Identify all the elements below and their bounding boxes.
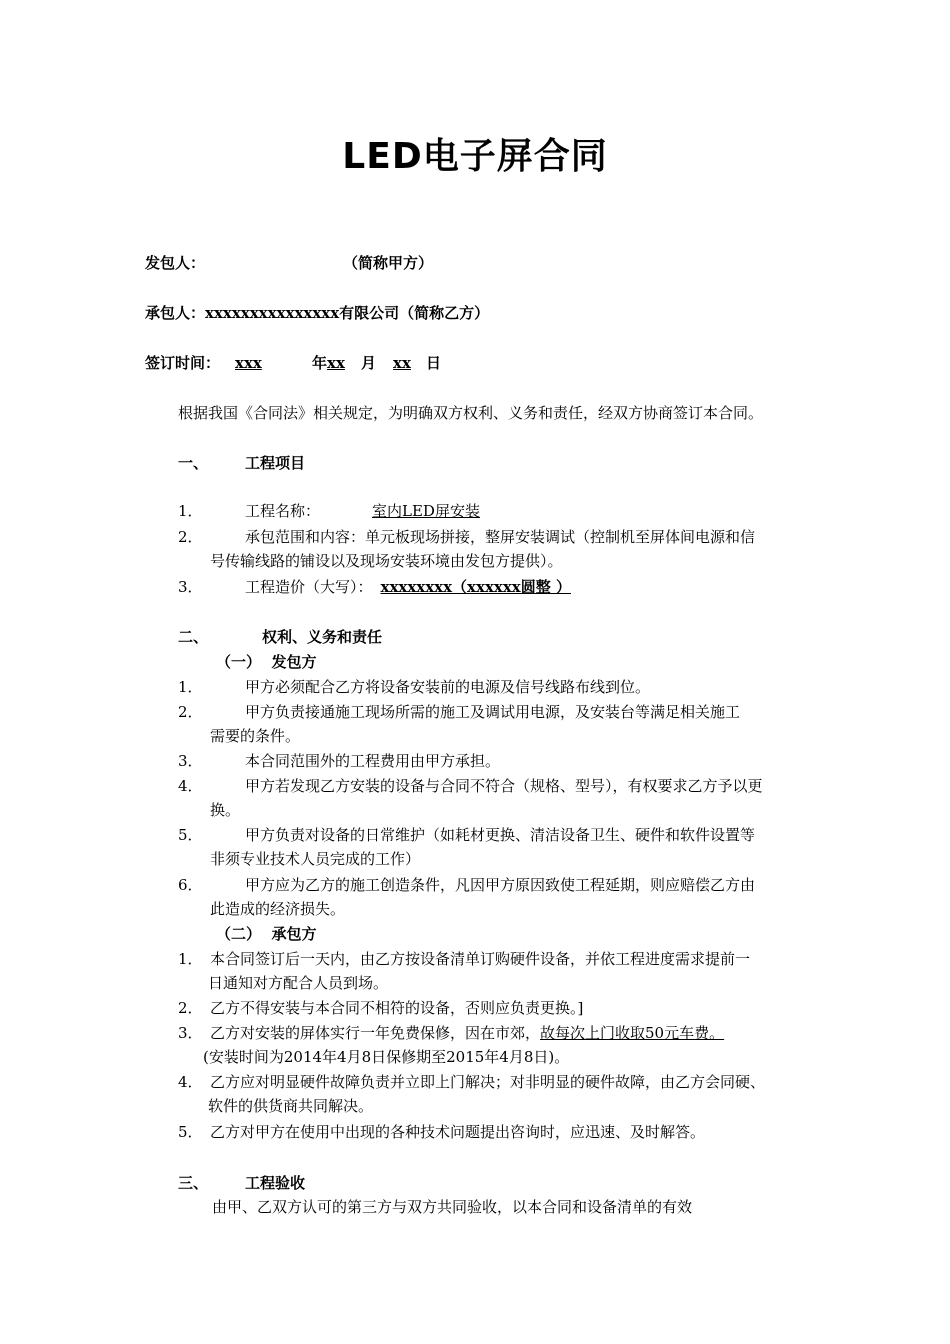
a5-text-2: 非须专业技术人员完成的工作） — [210, 850, 421, 868]
section3-title: 工程验收 — [245, 1174, 306, 1192]
section2-num: 二、 — [178, 628, 209, 646]
b3-text-1 — [210, 1022, 724, 1043]
s1-item2-line1: 承包范围和内容：单元板现场拼接，整屏安装调试（控制机至屏体间电源和信 — [245, 528, 756, 546]
sign-date-line — [145, 352, 441, 373]
b5-text: 乙方对甲方在使用中出现的各种技术问题提出咨询时，应迅速、及时解答。 — [210, 1123, 706, 1141]
a2-num: 2． — [178, 703, 203, 721]
sign-month-label: 月 — [361, 354, 377, 372]
b4-num: 4． — [178, 1073, 203, 1091]
party-b-line — [145, 302, 489, 323]
section1-num: 一、 — [178, 454, 209, 472]
s1-item3-num: 3． — [178, 578, 203, 596]
a4-num: 4． — [178, 777, 203, 795]
b5-num: 5． — [178, 1123, 203, 1141]
b1-num: 1． — [178, 950, 203, 968]
a5-num: 5． — [178, 826, 203, 844]
party-a-label: 发包人： — [145, 254, 206, 272]
a4-text-2: 换。 — [210, 801, 241, 819]
b4-text-2: 软件的供货商共同解决。 — [208, 1097, 374, 1115]
section2-title: 权利、义务和责任 — [262, 628, 383, 646]
party-b-name: xxxxxxxxxxxxxxx有限公司 — [205, 304, 400, 322]
a6-text-2: 此造成的经济损失。 — [210, 900, 346, 918]
b3-num: 3． — [178, 1024, 203, 1042]
sign-day-label: 日 — [426, 354, 442, 372]
party-b-short: （简称乙方） — [399, 304, 490, 322]
s1-item3-value: xxxxxxxx（xxxxxx圆整 ） — [380, 578, 571, 596]
s1-item3 — [245, 576, 579, 597]
section3-text: 由甲、乙双方认可的第三方与双方共同验收，以本合同和设备清单的有效 — [212, 1198, 693, 1216]
s1-item2-num: 2． — [178, 528, 203, 546]
page-title: LED电子屏合同 — [342, 136, 608, 177]
a3-num: 3． — [178, 752, 203, 770]
section1-title: 工程项目 — [245, 454, 306, 472]
b4-text-1: 乙方应对明显硬件故障负责并立即上门解决；对非明显的硬件故障，由乙方会同硬、 — [210, 1073, 766, 1091]
section2-sub1: （一） 发包方 — [216, 653, 317, 671]
a2-text-2: 需要的条件。 — [210, 727, 301, 745]
b3-text-plain: 乙方对安装的屏体实行一年免费保修，因在市郊， — [210, 1024, 541, 1042]
a5-text-1: 甲方负责对设备的日常维护（如耗材更换、清洁设备卫生、硬件和软件设置等 — [245, 826, 756, 844]
a3-text: 本合同范围外的工程费用由甲方承担。 — [245, 752, 501, 770]
b1-text-2: 日通知对方配合人员到场。 — [208, 974, 389, 992]
s1-item1-value: 室内LED屏安装 — [372, 502, 480, 520]
sign-day-value: xx — [393, 354, 411, 372]
a6-num: 6． — [178, 876, 203, 894]
s1-item1-num: 1． — [178, 502, 203, 520]
party-b-label: 承包人： — [145, 304, 206, 322]
s1-item1 — [245, 500, 480, 521]
s1-item1-label: 工程名称： — [245, 502, 321, 520]
a4-text-1: 甲方若发现乙方安装的设备与合同不符合（规格、型号），有权要求乙方予以更 — [245, 777, 763, 795]
sign-year-label: 年 — [312, 354, 328, 372]
sign-month-value: xx — [327, 354, 345, 372]
a1-text: 甲方必须配合乙方将设备安装前的电源及信号线路布线到位。 — [245, 678, 651, 696]
section3-num: 三、 — [178, 1174, 209, 1192]
sign-year-value: xxx — [235, 354, 262, 372]
party-a-short: （简称甲方） — [343, 254, 434, 272]
s1-item2-line2: 号传输线路的铺设以及现场安装环境由发包方提供）。 — [210, 552, 563, 570]
s1-item3-label: 工程造价（大写）： — [245, 578, 373, 596]
b3-text-2: (安装时间为2014年4月8日保修期至2015年4月8日)。 — [203, 1048, 570, 1066]
a1-num: 1． — [178, 678, 203, 696]
b2-num: 2． — [178, 999, 203, 1017]
b3-text-underlined: 故每次上门收取50元车费。 — [540, 1024, 725, 1042]
b2-text: 乙方不得安装与本合同不相符的设备，否则应负责更换。] — [210, 999, 584, 1017]
intro-paragraph: 根据我国《合同法》相关规定，为明确双方权利、义务和责任，经双方协商签订本合同。 — [178, 404, 764, 422]
a6-text-1: 甲方应为乙方的施工创造条件，凡因甲方原因致使工程延期，则应赔偿乙方由 — [245, 876, 756, 894]
b1-text-1: 本合同签订后一天内，由乙方按设备清单订购硬件设备，并依工程进度需求提前一 — [210, 950, 751, 968]
section2-sub2: （二） 承包方 — [216, 925, 317, 943]
sign-label: 签订时间： — [145, 354, 221, 372]
a2-text-1: 甲方负责接通施工现场所需的施工及调试用电源，及安装台等满足相关施工 — [245, 703, 741, 721]
